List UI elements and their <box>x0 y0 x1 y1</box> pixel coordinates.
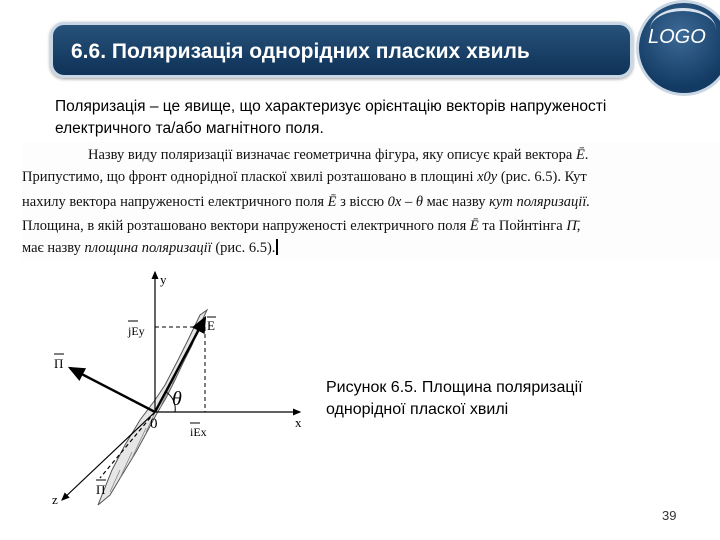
label-jEy: jEy <box>128 324 145 338</box>
page-number: 39 <box>662 508 677 523</box>
scan-line-5 <box>22 237 278 259</box>
symbol-x0y: x0y <box>477 169 498 185</box>
scan-line-5-end: (рис. 6.5). <box>215 240 276 256</box>
label-E: E <box>207 318 215 333</box>
scan-line-1 <box>88 144 588 166</box>
label-theta: θ <box>172 388 182 410</box>
scan-line-3-tail: має назву <box>426 194 486 210</box>
term-polarization-angle: кут поляризації. <box>489 194 590 210</box>
scan-line-3 <box>22 191 590 213</box>
scanned-text-block <box>22 142 720 260</box>
label-Pi-left: Π <box>54 356 64 371</box>
label-iEx: iEx <box>190 425 207 439</box>
symbol-E: Ē <box>327 194 337 210</box>
label-y: y <box>160 272 167 287</box>
scan-line-2-end: (рис. 6.5). Кут <box>500 169 587 185</box>
scan-line-1-text: Назву виду поляризації визначає геометрична фігура, яку описує край вектора <box>88 147 573 163</box>
intro-paragraph: Поляризація – це явище, що характеризує орієнтацію векторів напруженості електричного та/або магнітного поля. <box>55 98 607 137</box>
scan-line-3-text: нахилу вектора напруженості електричного поля <box>22 194 324 210</box>
label-origin: 0 <box>150 416 158 432</box>
symbol-Pi: Π̄ <box>566 218 577 234</box>
scan-line-3-mid: з віссю <box>340 194 385 210</box>
symbol-E: Ē <box>469 218 479 234</box>
scan-line-5-text: має назву <box>22 240 81 256</box>
label-x: x <box>295 415 302 430</box>
scan-line-4 <box>22 215 580 237</box>
scan-line-4-text: Площина, в якій розташовано вектори напруженості електричного поля <box>22 218 467 234</box>
text-cursor <box>276 239 278 255</box>
scan-line-4-end: , <box>576 218 581 234</box>
logo-text: LOGO <box>648 26 706 48</box>
polarization-figure <box>0 260 320 510</box>
scan-line-1-end: . <box>584 147 589 163</box>
scan-line-2 <box>22 166 587 188</box>
polarization-plane-shape <box>98 310 207 505</box>
Pi-vector-upper <box>70 368 155 412</box>
symbol-0x-theta: 0x – θ <box>387 194 423 210</box>
title-bar <box>50 22 633 78</box>
scan-line-2-text: Припустимо, що фронт однорідної пласкої хвилі розташовано в площині <box>22 169 474 185</box>
label-z: z <box>52 492 58 507</box>
symbol-E: Ē <box>575 147 585 163</box>
figure-caption: Рисунок 6.5. Площина поляризації однорідної пласкої хвилі <box>326 379 583 418</box>
term-polarization-plane: площина поляризації <box>84 240 212 256</box>
label-Pi-bottom: Π <box>96 482 106 497</box>
scan-line-4-mid: та Пойнтінга <box>482 218 563 234</box>
slide-title: 6.6. Поляризація однорідних пласких хвиль <box>71 40 530 63</box>
